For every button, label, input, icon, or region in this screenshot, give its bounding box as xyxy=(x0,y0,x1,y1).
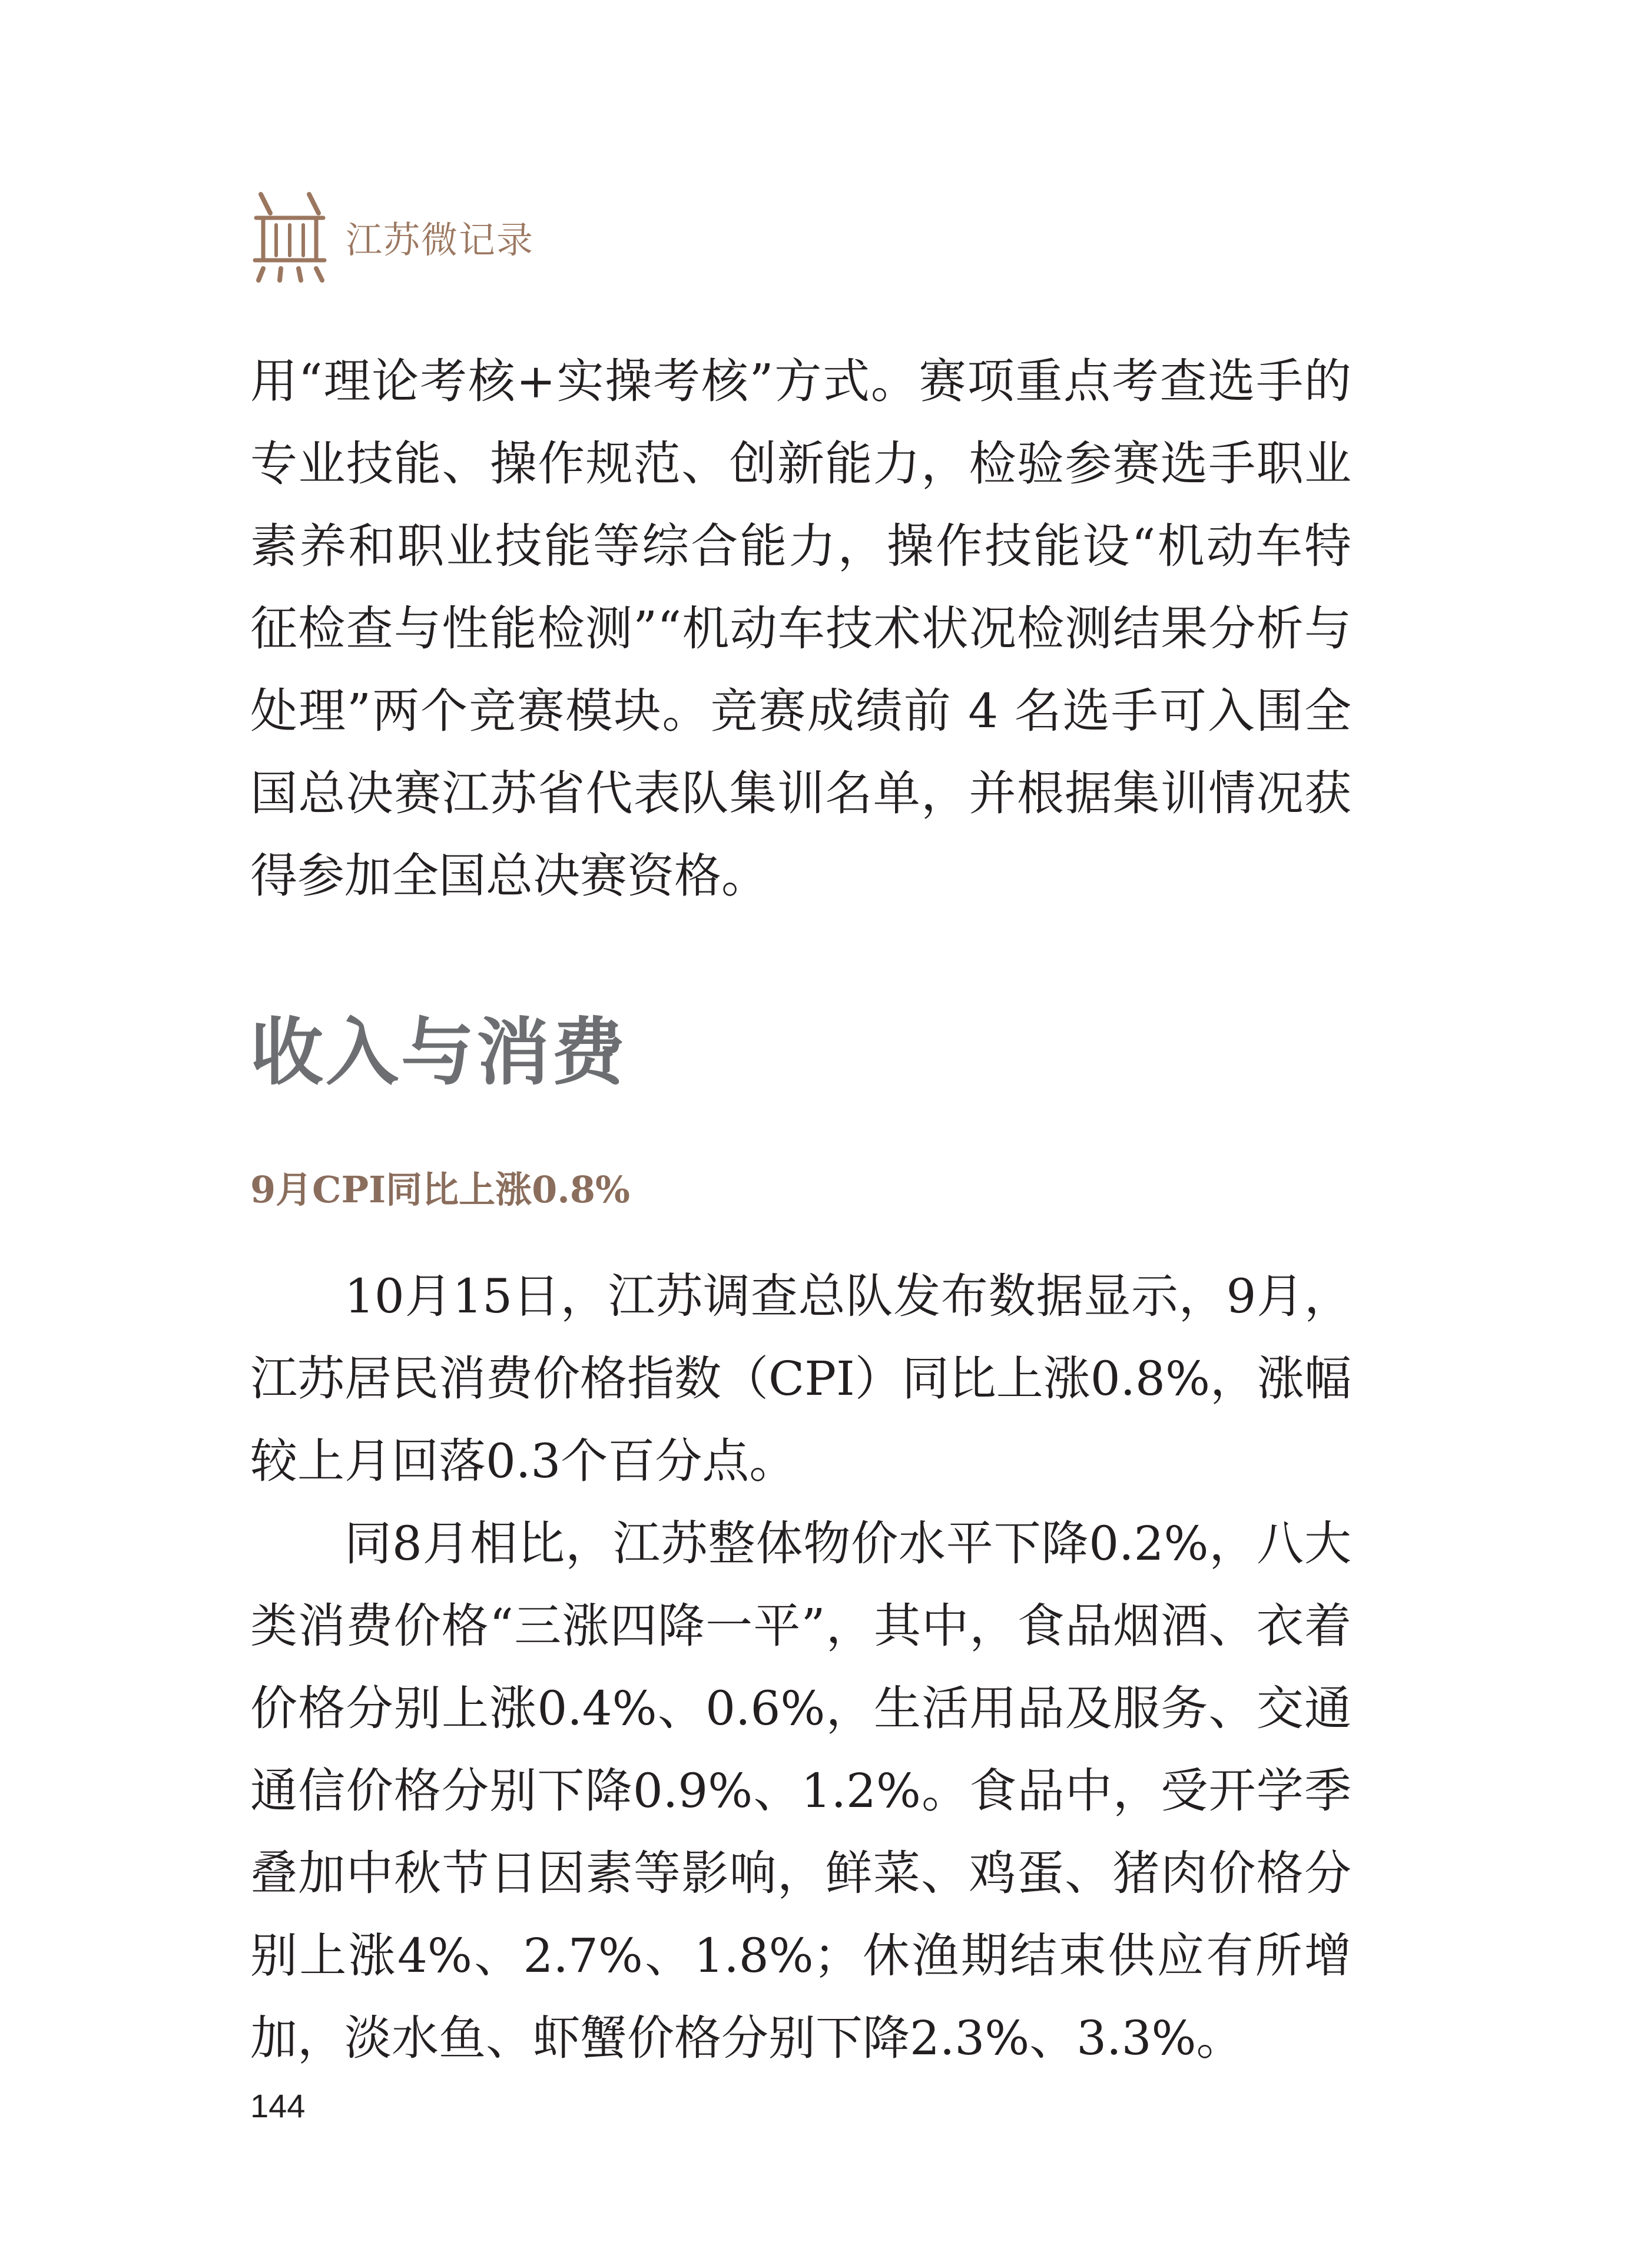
paragraph-2: 10月15日，江苏调查总队发布数据显示，9月，江苏居民消费价格指数（CPI）同比上涨0.8%，涨幅较上月回落0.3个百分点。 xyxy=(250,1269,1351,1488)
section-title: 收入与消费 xyxy=(250,1010,628,1095)
paragraph-1: 用“理论考核+实操考核”方式。赛项重点考查选手的专业技能、操作规范、创新能力，检验参赛选手职业素养和职业技能等综合能力，操作技能设“机动车特征检查与性能检测”“机动车技术状况检测结果分析与处理”两个竞赛模块。竞赛成绩前 4 名选手可入围全国总决赛江苏省代表队集训名单，并根据集训情况获得参加全国总决赛资格。 xyxy=(250,354,1351,903)
header-title: 江苏微记录 xyxy=(346,218,535,261)
jiangsu-emblem-icon xyxy=(250,190,329,284)
paragraph-3: 同8月相比，江苏整体物价水平下降0.2%，八大类消费价格“三涨四降一平”，其中，食品烟酒、衣着价格分别上涨0.4%、0.6%，生活用品及服务、交通通信价格分别下降0.9%、1.2%。食品中，受开学季叠加中秋节日因素等影响，鲜菜、鸡蛋、猪肉价格分别上涨4%、2.7%、1.8%；休渔期结束供应有所增加，淡水鱼、虾蟹价格分别下降2.3%、3.3%。 xyxy=(250,1516,1351,2065)
page-number: 144 xyxy=(250,2087,306,2124)
page-header xyxy=(250,190,534,284)
article-subtitle: 9月CPI同比上涨0.8% xyxy=(250,1168,630,1211)
